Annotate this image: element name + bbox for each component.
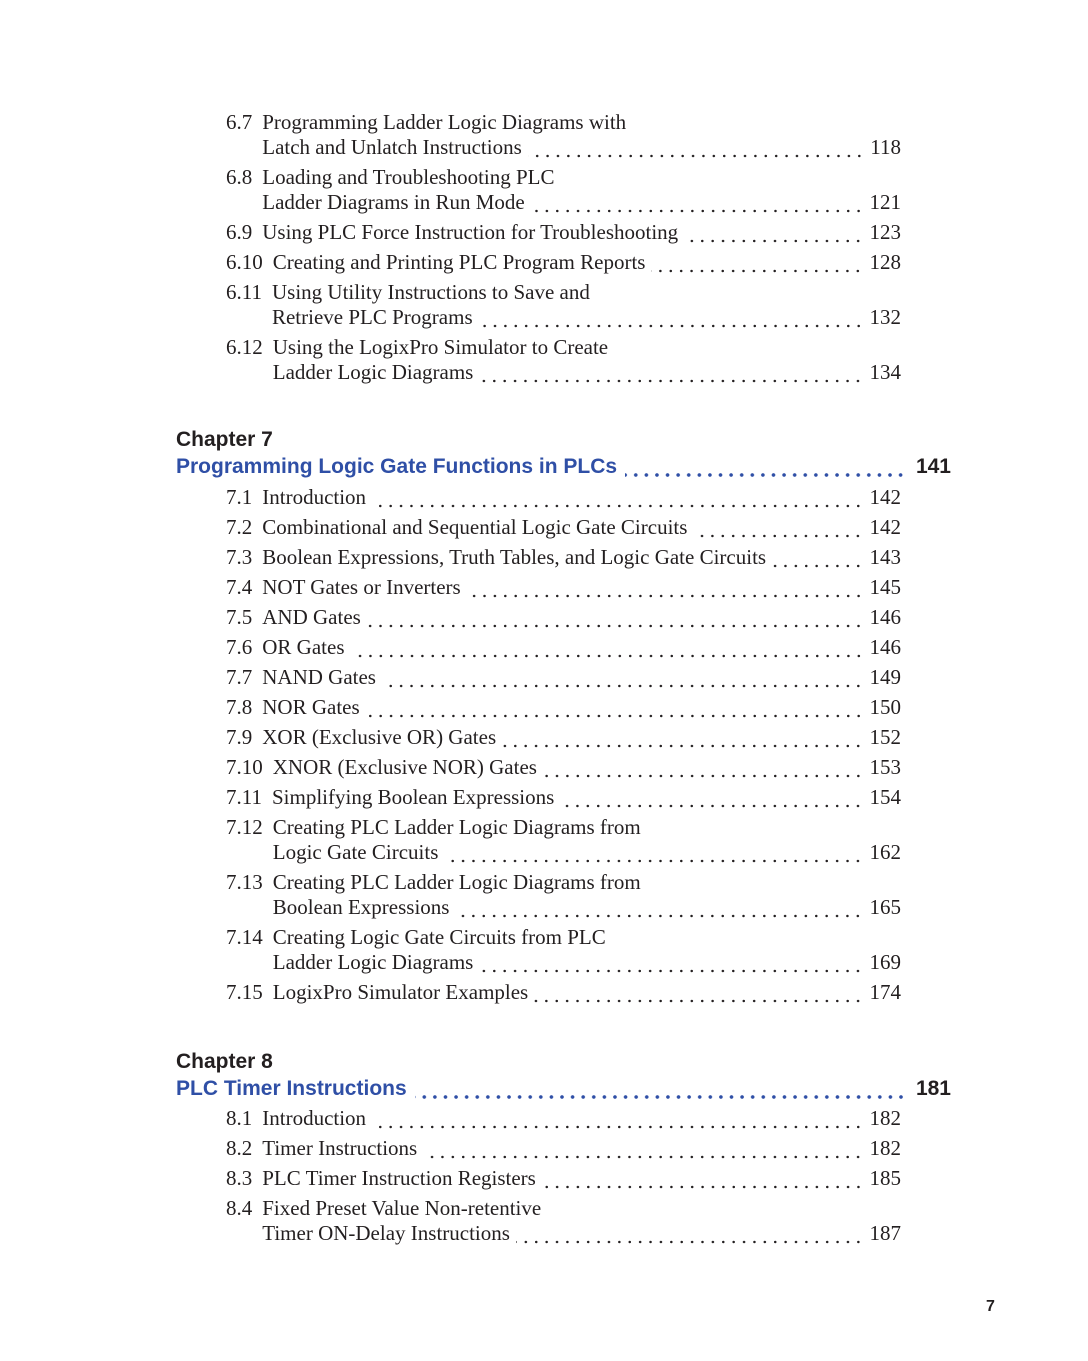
entry-title: XOR (Exclusive OR) Gates bbox=[262, 724, 497, 749]
chapter-label: Chapter 7 bbox=[176, 427, 273, 451]
entry-body bbox=[262, 220, 901, 245]
entry-body bbox=[262, 635, 901, 660]
entry-page: 142 bbox=[869, 484, 901, 509]
entry-line bbox=[262, 605, 901, 630]
entry-line bbox=[262, 545, 901, 570]
entry-body bbox=[262, 605, 901, 630]
dot-leader bbox=[479, 305, 864, 330]
entry-line bbox=[262, 165, 901, 190]
entry-number: 7.4 bbox=[226, 574, 253, 599]
toc-entry bbox=[226, 110, 901, 160]
toc-entry bbox=[226, 925, 901, 975]
entry-title: NAND Gates bbox=[262, 664, 376, 689]
entry-title: Boolean Expressions, Truth Tables, and Logic Gate Circuits bbox=[262, 544, 767, 569]
entry-line bbox=[262, 220, 901, 245]
entry-line bbox=[273, 980, 901, 1005]
entry-page: 150 bbox=[869, 694, 901, 719]
dot-leader bbox=[415, 1075, 906, 1102]
dot-leader bbox=[367, 605, 864, 630]
entry-number: 7.13 bbox=[226, 869, 263, 894]
entry-body bbox=[262, 665, 901, 690]
entry-title: Retrieve PLC Programs bbox=[271, 304, 473, 329]
entry-title: NOR Gates bbox=[262, 694, 360, 719]
entry-line bbox=[272, 280, 901, 305]
entry-title: Latch and Unlatch Instructions bbox=[262, 134, 522, 159]
entry-page: 128 bbox=[869, 249, 901, 274]
toc-entry bbox=[226, 250, 901, 275]
entry-number: 6.7 bbox=[226, 109, 253, 134]
toc-entry bbox=[226, 545, 901, 570]
entry-line bbox=[273, 755, 901, 780]
entry-number: 7.11 bbox=[226, 784, 262, 809]
dot-leader bbox=[455, 895, 863, 920]
entry-line bbox=[262, 1106, 901, 1131]
entry-body bbox=[262, 575, 901, 600]
dot-leader bbox=[444, 840, 863, 865]
entry-line bbox=[262, 575, 901, 600]
toc-entry bbox=[226, 605, 901, 630]
entry-page: 154 bbox=[869, 784, 901, 809]
dot-leader bbox=[528, 135, 865, 160]
entry-number: 6.11 bbox=[226, 279, 262, 304]
entry-line bbox=[262, 1221, 901, 1246]
entry-page: 185 bbox=[869, 1166, 901, 1190]
entry-body bbox=[272, 280, 901, 330]
entry-title: Ladder Logic Diagrams bbox=[272, 359, 474, 384]
entry-body bbox=[273, 250, 901, 275]
entry-line bbox=[272, 785, 901, 810]
entry-number: 8.3 bbox=[226, 1166, 253, 1190]
chapter-page: 181 bbox=[915, 1076, 951, 1100]
entry-title: Introduction bbox=[262, 484, 367, 509]
dot-leader bbox=[423, 1136, 863, 1161]
entry-number: 7.7 bbox=[226, 664, 253, 689]
entry-page: 121 bbox=[869, 189, 901, 214]
dot-leader bbox=[366, 695, 864, 720]
entry-title: Timer ON-Delay Instructions bbox=[262, 1221, 510, 1245]
entry-line bbox=[272, 305, 901, 330]
chapter-heading bbox=[176, 1048, 951, 1102]
entry-number: 7.2 bbox=[226, 514, 253, 539]
entry-title: Ladder Diagrams in Run Mode bbox=[262, 189, 525, 214]
entry-page: 142 bbox=[869, 514, 901, 539]
entry-body bbox=[262, 695, 901, 720]
dot-leader bbox=[467, 575, 864, 600]
entry-line bbox=[273, 895, 901, 920]
entry-page: 174 bbox=[869, 979, 901, 1004]
toc-entry bbox=[226, 695, 901, 720]
toc-entry bbox=[226, 575, 901, 600]
entry-line bbox=[273, 840, 901, 865]
entry-line bbox=[273, 815, 901, 840]
dot-leader bbox=[479, 950, 863, 975]
entry-title: XNOR (Exclusive NOR) Gates bbox=[272, 754, 537, 779]
chapter-title: PLC Timer Instructions bbox=[176, 1076, 407, 1100]
entry-line bbox=[262, 485, 901, 510]
entry-body bbox=[262, 725, 901, 750]
entry-line bbox=[262, 110, 901, 135]
entry-number: 7.12 bbox=[226, 814, 263, 839]
dot-leader bbox=[382, 665, 864, 690]
entry-number: 6.8 bbox=[226, 164, 253, 189]
dot-leader bbox=[625, 453, 906, 480]
entry-number: 6.12 bbox=[226, 334, 263, 359]
entry-title: Using Utility Instructions to Save and bbox=[271, 279, 590, 304]
dot-leader bbox=[560, 785, 863, 810]
chapter-page: 141 bbox=[915, 454, 951, 478]
entry-body bbox=[273, 925, 901, 975]
chapter-label: Chapter 8 bbox=[176, 1049, 273, 1073]
chapter-heading bbox=[176, 426, 951, 480]
entry-number: 7.14 bbox=[226, 924, 263, 949]
entry-title: LogixPro Simulator Examples bbox=[272, 979, 529, 1004]
entry-line bbox=[262, 1166, 901, 1191]
dot-leader bbox=[502, 725, 863, 750]
entry-number: 6.9 bbox=[226, 219, 253, 244]
entry-title: Using the LogixPro Simulator to Create bbox=[272, 334, 609, 359]
toc-entry bbox=[226, 665, 901, 690]
dot-leader bbox=[651, 250, 863, 275]
dot-leader bbox=[479, 360, 863, 385]
chapter-title-row bbox=[176, 1075, 951, 1102]
entry-title: NOT Gates or Inverters bbox=[262, 574, 461, 599]
toc-entry bbox=[226, 785, 901, 810]
entry-body bbox=[273, 755, 901, 780]
entry-title: Creating PLC Ladder Logic Diagrams from bbox=[272, 869, 641, 894]
entry-body bbox=[262, 1196, 901, 1246]
entry-page: 146 bbox=[869, 604, 901, 629]
entry-number: 7.3 bbox=[226, 544, 253, 569]
entry-line bbox=[273, 870, 901, 895]
entry-body bbox=[273, 815, 901, 865]
entry-page: 182 bbox=[869, 1106, 901, 1130]
entry-body bbox=[262, 485, 901, 510]
entry-title: Creating Logic Gate Circuits from PLC bbox=[272, 924, 606, 949]
entry-body bbox=[272, 785, 901, 810]
toc-entry bbox=[226, 635, 901, 660]
toc-section bbox=[226, 485, 901, 1010]
entry-body bbox=[273, 870, 901, 920]
entry-number: 7.5 bbox=[226, 604, 253, 629]
entry-title: Timer Instructions bbox=[262, 1136, 418, 1160]
toc-entry bbox=[226, 1196, 901, 1246]
entry-line bbox=[262, 135, 901, 160]
entry-title: Simplifying Boolean Expressions bbox=[271, 784, 555, 809]
chapter-title: Programming Logic Gate Functions in PLCs bbox=[176, 454, 618, 478]
entry-page: 152 bbox=[869, 724, 901, 749]
toc-entry bbox=[226, 980, 901, 1005]
toc-entry bbox=[226, 280, 901, 330]
entry-line bbox=[262, 515, 901, 540]
toc-section bbox=[226, 110, 901, 390]
entry-title: Programming Ladder Logic Diagrams with bbox=[262, 109, 627, 134]
toc-entry bbox=[226, 220, 901, 245]
dot-leader bbox=[372, 1106, 863, 1131]
entry-number: 8.2 bbox=[226, 1136, 253, 1160]
entry-page: 165 bbox=[869, 894, 901, 919]
page-number: 7 bbox=[986, 1298, 995, 1315]
entry-body bbox=[262, 165, 901, 215]
entry-line bbox=[262, 695, 901, 720]
entry-title: Fixed Preset Value Non-retentive bbox=[262, 1196, 542, 1220]
toc-entry bbox=[226, 725, 901, 750]
entry-line bbox=[262, 635, 901, 660]
entry-line bbox=[273, 250, 901, 275]
entry-body bbox=[262, 1136, 901, 1161]
entry-number: 7.9 bbox=[226, 724, 253, 749]
entry-line bbox=[273, 925, 901, 950]
toc-entry bbox=[226, 870, 901, 920]
entry-page: 118 bbox=[870, 134, 901, 159]
entry-number: 7.10 bbox=[226, 754, 263, 779]
entry-number: 7.6 bbox=[226, 634, 253, 659]
entry-page: 132 bbox=[869, 304, 901, 329]
entry-title: Combinational and Sequential Logic Gate Circuits bbox=[262, 514, 688, 539]
dot-leader bbox=[772, 545, 863, 570]
entry-number: 6.10 bbox=[226, 249, 263, 274]
entry-title: OR Gates bbox=[262, 634, 345, 659]
toc-entry bbox=[226, 335, 901, 385]
entry-title: Creating and Printing PLC Program Reports bbox=[272, 249, 646, 274]
dot-leader bbox=[693, 515, 863, 540]
dot-leader bbox=[351, 635, 864, 660]
toc-entry bbox=[226, 515, 901, 540]
entry-body bbox=[262, 1166, 901, 1191]
entry-title: Logic Gate Circuits bbox=[272, 839, 439, 864]
entry-line bbox=[273, 950, 901, 975]
entry-line bbox=[262, 1136, 901, 1161]
entry-title: Loading and Troubleshooting PLC bbox=[262, 164, 555, 189]
entry-line bbox=[262, 190, 901, 215]
entry-title: Introduction bbox=[262, 1106, 367, 1130]
entry-line bbox=[262, 665, 901, 690]
entry-page: 182 bbox=[869, 1136, 901, 1160]
dot-leader bbox=[542, 1166, 864, 1191]
toc-entry bbox=[226, 1106, 901, 1131]
entry-number: 7.8 bbox=[226, 694, 253, 719]
dot-leader bbox=[372, 485, 863, 510]
entry-line bbox=[273, 335, 901, 360]
entry-line bbox=[262, 1196, 901, 1221]
toc-entry bbox=[226, 815, 901, 865]
entry-number: 7.15 bbox=[226, 979, 263, 1004]
dot-leader bbox=[543, 755, 864, 780]
entry-page: 123 bbox=[869, 219, 901, 244]
entry-title: PLC Timer Instruction Registers bbox=[262, 1166, 536, 1190]
toc-entry bbox=[226, 1136, 901, 1161]
entry-body bbox=[273, 980, 901, 1005]
entry-page: 149 bbox=[869, 664, 901, 689]
chapter-title-row bbox=[176, 453, 951, 480]
entry-body bbox=[262, 1106, 901, 1131]
entry-body bbox=[262, 515, 901, 540]
entry-number: 8.1 bbox=[226, 1106, 253, 1130]
entry-body bbox=[262, 545, 901, 570]
entry-body bbox=[262, 110, 901, 160]
dot-leader bbox=[534, 980, 863, 1005]
dot-leader bbox=[516, 1221, 864, 1246]
entry-page: 146 bbox=[869, 634, 901, 659]
toc-section bbox=[226, 1106, 901, 1251]
entry-title: Using PLC Force Instruction for Troubleshooting bbox=[262, 219, 679, 244]
entry-page: 187 bbox=[869, 1221, 901, 1245]
entry-title: Creating PLC Ladder Logic Diagrams from bbox=[272, 814, 641, 839]
entry-page: 169 bbox=[869, 949, 901, 974]
dot-leader bbox=[531, 190, 864, 215]
entry-number: 7.1 bbox=[226, 484, 253, 509]
entry-page: 153 bbox=[869, 754, 901, 779]
toc-entry bbox=[226, 1166, 901, 1191]
entry-page: 143 bbox=[869, 544, 901, 569]
entry-line bbox=[273, 360, 901, 385]
entry-title: Boolean Expressions bbox=[272, 894, 450, 919]
entry-title: Ladder Logic Diagrams bbox=[272, 949, 474, 974]
entry-number: 8.4 bbox=[226, 1196, 253, 1220]
entry-line bbox=[262, 725, 901, 750]
entry-page: 134 bbox=[869, 359, 901, 384]
entry-title: AND Gates bbox=[262, 604, 361, 629]
entry-body bbox=[273, 335, 901, 385]
toc-entry bbox=[226, 165, 901, 215]
toc-entry bbox=[226, 755, 901, 780]
entry-page: 145 bbox=[869, 574, 901, 599]
toc-entry bbox=[226, 485, 901, 510]
entry-page: 162 bbox=[869, 839, 901, 864]
dot-leader bbox=[684, 220, 863, 245]
